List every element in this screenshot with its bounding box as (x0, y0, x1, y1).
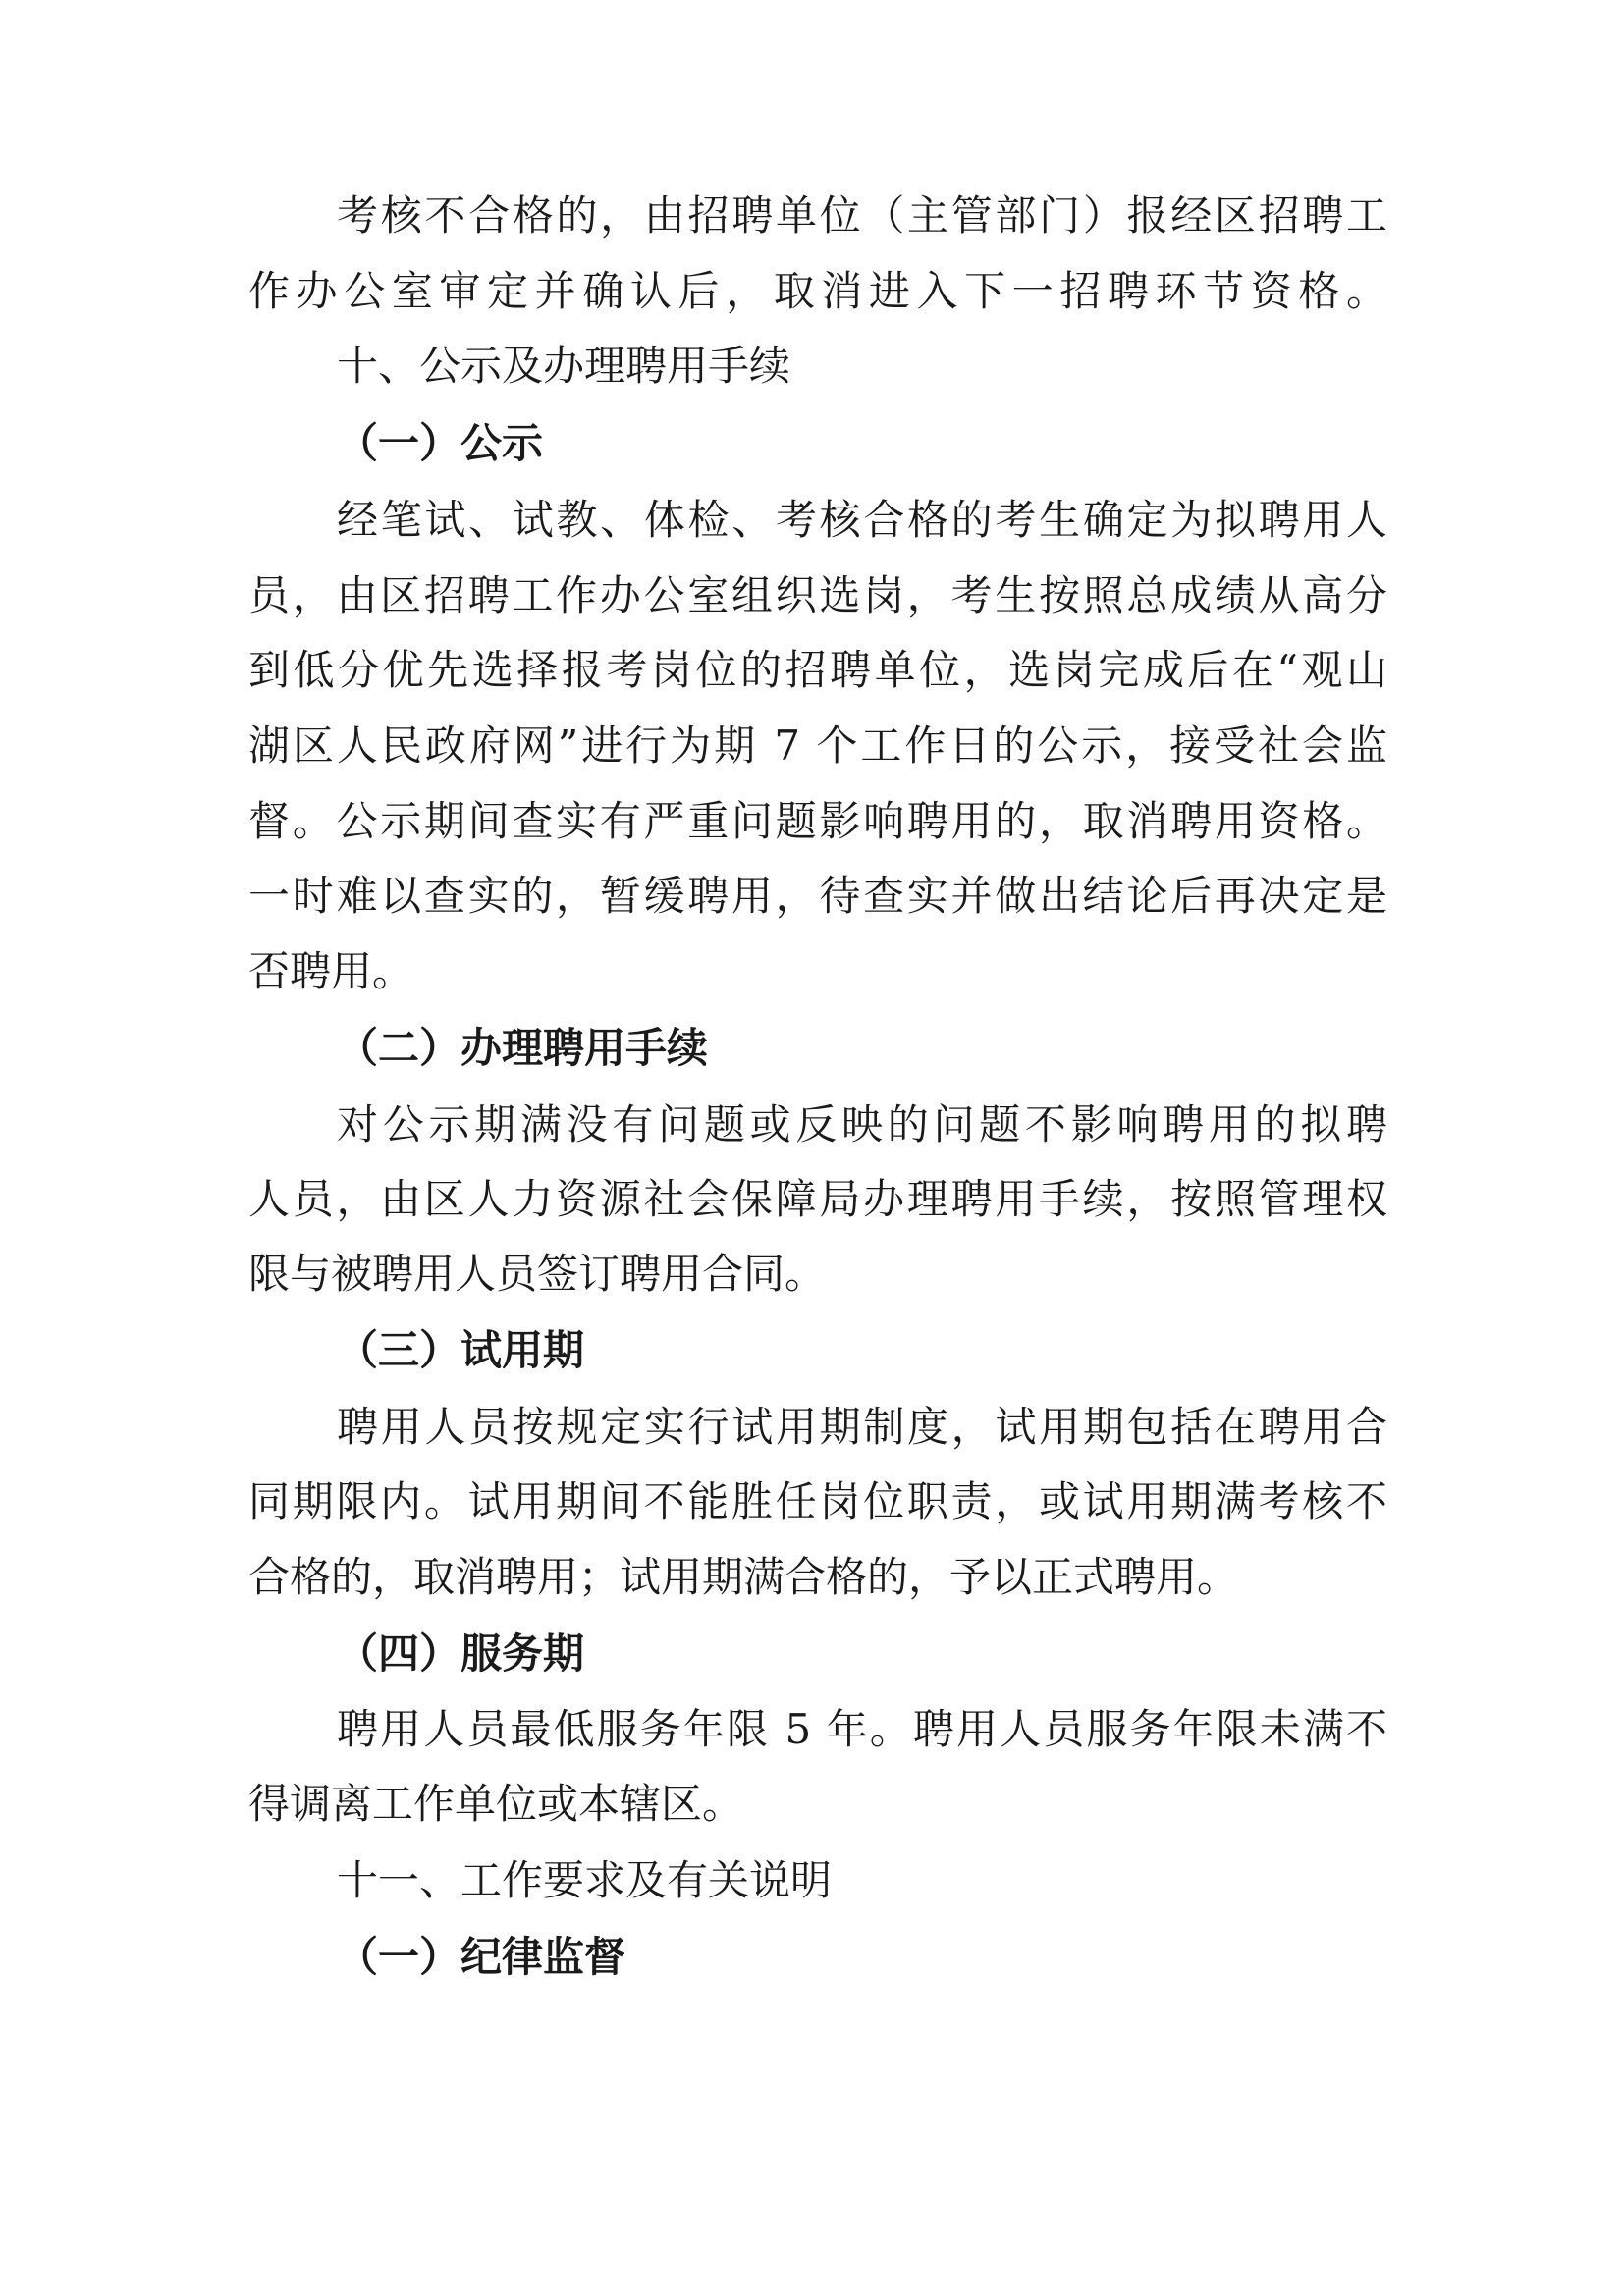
text-line: 限与被聘用人员签订聘用合同。 (248, 1250, 827, 1298)
text-line: 聘用人员按规定实行试用期制度，试用期包括在聘用合 (337, 1403, 1387, 1451)
subsection-heading: （四）服务期 (337, 1629, 585, 1678)
text-line: 考核不合格的，由招聘单位（主管部门）报经区招聘工 (337, 191, 1387, 240)
subsection-heading: （一）公示 (337, 419, 544, 467)
text-line: 经笔试、试教、体检、考核合格的考生确定为拟聘用人 (337, 496, 1387, 544)
subsection-heading: （二）办理聘用手续 (337, 1024, 709, 1072)
text-line: 得调离工作单位或本辖区。 (248, 1780, 744, 1828)
text-line: 湖区人民政府网”进行为期 7 个工作日的公示，接受社会监 (248, 721, 1387, 770)
subsection-heading: （一）纪律监督 (337, 1933, 626, 1981)
text-line: 作办公室审定并确认后，取消进入下一招聘环节资格。 (248, 267, 1387, 315)
text-line: 对公示期满没有问题或反映的问题不影响聘用的拟聘 (337, 1100, 1387, 1148)
text-line: 聘用人员最低服务年限 5 年。聘用人员服务年限未满不 (337, 1705, 1387, 1753)
section-heading: 十一、工作要求及有关说明 (337, 1856, 833, 1904)
text-line: 否聘用。 (248, 947, 414, 995)
text-line: 同期限内。试用期间不能胜任岗位职责，或试用期满考核不 (248, 1477, 1387, 1525)
text-line: 一时难以查实的，暂缓聘用，待查实并做出结论后再决定是 (248, 872, 1387, 920)
text-line: 合格的，取消聘用；试用期满合格的，予以正式聘用。 (248, 1553, 1239, 1601)
text-line: 督。公示期间查实有严重问题影响聘用的，取消聘用资格。 (248, 797, 1387, 845)
text-line: 人员，由区人力资源社会保障局办理聘用手续，按照管理权 (248, 1175, 1387, 1223)
text-line: 员，由区招聘工作办公室组织选岗，考生按照总成绩从高分 (248, 571, 1387, 619)
section-heading: 十、公示及办理聘用手续 (337, 342, 791, 390)
text-line: 到低分优先选择报考岗位的招聘单位，选岗完成后在“观山 (248, 646, 1387, 694)
subsection-heading: （三）试用期 (337, 1326, 585, 1374)
